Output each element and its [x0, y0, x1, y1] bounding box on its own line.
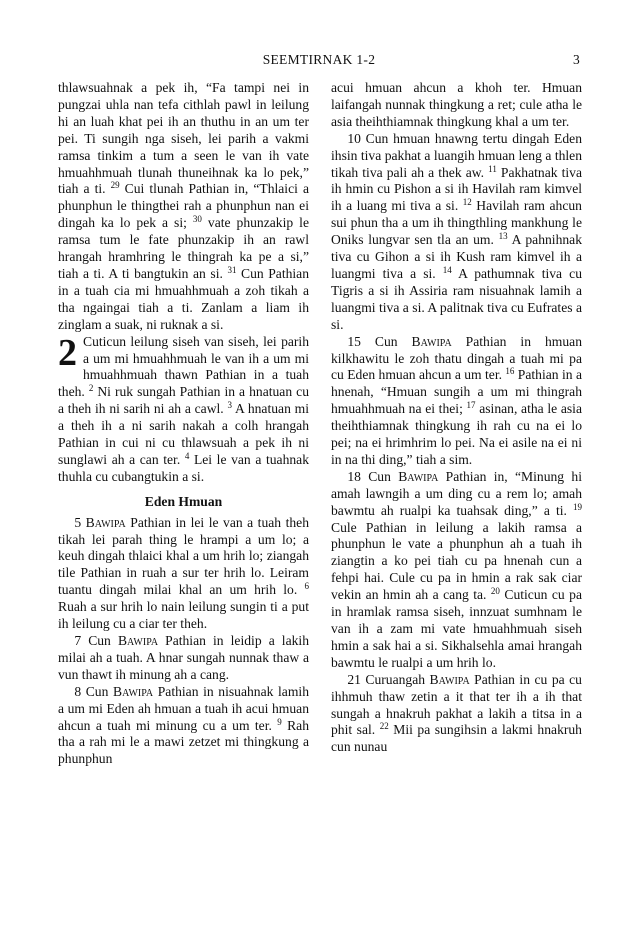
verse-number: 5	[74, 514, 82, 530]
verse-text: Cun	[360, 333, 412, 349]
verse-number: 4	[184, 450, 190, 461]
verse-text: Cuticun cu pa in hramlak ramsa siseh, innzuat sumhnam le van ih a zam mi vate hmuahhmuah siseh hmin a sak hai a si. Sikhalsehla amai hrangah bawmtu le rualpi a um hrih lo.	[331, 587, 583, 670]
verse-number: 10	[347, 130, 361, 146]
paragraph	[58, 633, 309, 684]
verse-text: Pathian in hmuan kilkhawitu le zoh thatu dingah a tuah mi pa cu Eden hmuan ahcun a um ter.	[331, 333, 582, 383]
verse-number: 21	[347, 671, 361, 687]
verse-text: Ruah a sur hrih lo nain leilung sungin ti a put ih leilung cu a ciar ter theh.	[58, 599, 309, 632]
verse-text: A pathumnak tiva cu Tigris a si ih Assiria ram nisuahnak lamih a luangmi tiva a si. A palitnak tiva cu Eufrates a si.	[331, 265, 582, 332]
verse-text: vate phunzakip le ramsa tum le fate phunzakip ih an rawl hrangah hramhring le thingrah ka pe a si,” tiah a ti. A ti bangtukin an si.	[58, 215, 309, 281]
verse-number: 13	[498, 231, 508, 242]
verse-text: Pakhatnak tiva ih hmin cu Pishon a si ih Havilah ram kimvel ih a luang mi tiva a si.	[331, 164, 582, 214]
verse-text: Pathian in nisuahnak lamih a um mi Eden ah hmuan a tuah ih acui hmuan ahcun a tuah mi minung cu a um ter.	[58, 683, 309, 733]
paragraph	[58, 80, 309, 334]
verse-text: Ni ruk sungah Pathian in a hnatuan cu a theh ih ni sarih ni ah a cawl.	[58, 384, 309, 417]
verse-text: acui hmuan ahcun a khoh ter. Hmuan laifangah nunnak thingkung a ret; cule atha le asia theihthiamnak thingkung khal a um ter.	[331, 80, 582, 129]
divine-name: Bawipa	[85, 514, 126, 530]
verse-number: 30	[192, 214, 202, 225]
paragraph	[331, 80, 582, 131]
running-head: SEEMTIRNAK 1-2	[262, 52, 376, 67]
right-column	[331, 80, 582, 756]
divine-name: Bawipa	[429, 671, 470, 687]
paragraph	[331, 672, 582, 757]
divine-name: Bawipa	[411, 333, 452, 349]
verse-text: Pathian in lei le van a tuah theh tikah lei parah thing le hrampi a um lo; a keuh dingah thlaici khal a um hrih lo; ziangah tile Pathian in ruah a sur ter hrih lo. Leiram tuantu dingah milai khal an um hrih lo.	[58, 514, 309, 598]
verse-number: 6	[304, 581, 309, 592]
verse-text: Pathian in, “Minung hi amah lawngih a um ding cu a rem lo; amah bawmtu ah rualpi ka tuahsak ding,” a ti.	[331, 468, 582, 518]
verse-text: Mii pa sungihsin a lakmi hnakruh cun nunau	[331, 722, 582, 755]
divine-name: Bawipa	[398, 468, 439, 484]
verse-text: Cui tlunah Pathian in, “Thlaici a phunphun le thingthei rah a phunphun nan ei dingah ka lo pek a si;	[58, 181, 309, 231]
chapter-number: 2	[58, 331, 77, 374]
verse-number: 18	[347, 468, 361, 484]
verse-text: Pathian in cu pa cu ihhmuh thaw zetin a it that ter ih a ih that sungah a hnakruh pakhat a lakih a titsa in a phit sal.	[331, 671, 582, 738]
verse-text: A pahnihnak tiva cu Gihon a si ih Kush ram kimvel ih a luangmi tiva a si.	[331, 232, 582, 281]
verse-text: Cun	[81, 633, 118, 648]
verse-number: 14	[442, 264, 452, 275]
paragraph	[58, 684, 309, 769]
verse-number: 3	[227, 400, 232, 411]
verse-number: 8	[74, 683, 82, 699]
verse-number: 22	[379, 721, 389, 732]
verse-text: Pathian in leidip a lakih milai ah a tuah. A hnar sungah nunnak thaw a vun thawt ih minung ah a cang.	[58, 633, 309, 682]
verse-number: 16	[505, 366, 515, 377]
left-column	[58, 80, 309, 768]
verse-text: A hnatuan mi a theh ih a ni sarih nakah a colh hrangah Pathian in cui ni cu thlawsuah a pek ih ni sunglawi ah a can ter.	[58, 401, 309, 467]
verse-text: Cule Pathian in leilung a lakih ramsa a phunphun le vate a phunphun ah a tuah ih ziangtin a ko pei tiah cu pa hnenah cun a fehpi hai. Cule cu pa in hmin a rak sak ciar vekin an hmin ah a cang ta.	[331, 519, 582, 603]
verse-text: Havilah ram ahcun sui phun tha a um ih thingthling mankhung le Oniks lungvar sen tla an um.	[331, 198, 582, 248]
verse-text: Lei le van a tuahnak thuhla cu cubangtukin a si.	[58, 451, 309, 484]
verse-number: 29	[110, 180, 120, 191]
verse-text: Cun	[360, 468, 399, 484]
verse-number: 20	[490, 586, 500, 597]
verse-text: Curuangah	[360, 671, 430, 687]
page-number: 3	[572, 52, 580, 67]
paragraph	[331, 334, 582, 469]
verse-text: Cun Pathian in a tuah cia mi hmuahhmuah a zoh tikah a tha ngaingai tiah a ti. Zanlam a liam ih zinglam a suak, ni ruknak a si.	[58, 265, 310, 332]
verse-number: 17	[466, 400, 476, 411]
verse-number: 15	[347, 333, 361, 349]
paragraph	[331, 131, 582, 334]
page-header	[58, 52, 580, 72]
verse-text: Pathian in a hnenah, “Hmuan sungih a um mi thingrah hmuahhmuah na ei thei;	[331, 367, 582, 417]
verse-number: 11	[488, 163, 497, 174]
paragraph	[331, 469, 582, 672]
verse-text: thlawsuahnak a pek ih, “Fa tampi nei in pungzai uhla nan tefa cithlah pawl in leilung hi an luah khat pei ih an thuthu in an um ter pei. Ti sungih nga siseh, lei parih a vakmi ramsa tinkim a tum a seen le van ih vate hmuahhmuah tlunah thuneihnak ka lo pek,” tiah a ti.	[58, 80, 309, 197]
verse-text: Cun hmuan hnawng tertu dingah Eden ihsin tiva pakhat a luangih hmuan leng a thlen tikah tiva pali ah a thek aw.	[331, 130, 582, 180]
verse-number: 19	[573, 501, 582, 512]
verse-number: 2	[88, 383, 94, 394]
section-heading: Eden Hmuan	[144, 493, 223, 509]
verse-number: 7	[74, 633, 82, 648]
verse-text: Cuticun leilung siseh van siseh, lei parih a um mi hmuahhmuah le van ih a um mi hmuahhmuah thawn Pathian in a tuah theh.	[58, 333, 309, 400]
verse-text: Rah tha a rah mi le a mawi zetzet mi thingkung a phunphun	[58, 717, 310, 767]
paragraph	[58, 331, 309, 486]
verse-text: Cun	[81, 683, 113, 699]
verse-number: 12	[462, 197, 472, 208]
divine-name: Bawipa	[113, 683, 154, 699]
verse-number: 9	[277, 716, 282, 727]
verse-number: 31	[227, 264, 237, 275]
verse-text: asinan, atha le asia theihthiamnak thingkung ih rah cu na ei lo pei; na ei hrimhrim lo pei. Na ei asile na ei ni in na thi ding,” tiah a sim.	[331, 401, 582, 467]
paragraph	[58, 515, 309, 633]
divine-name: Bawipa	[117, 633, 159, 648]
